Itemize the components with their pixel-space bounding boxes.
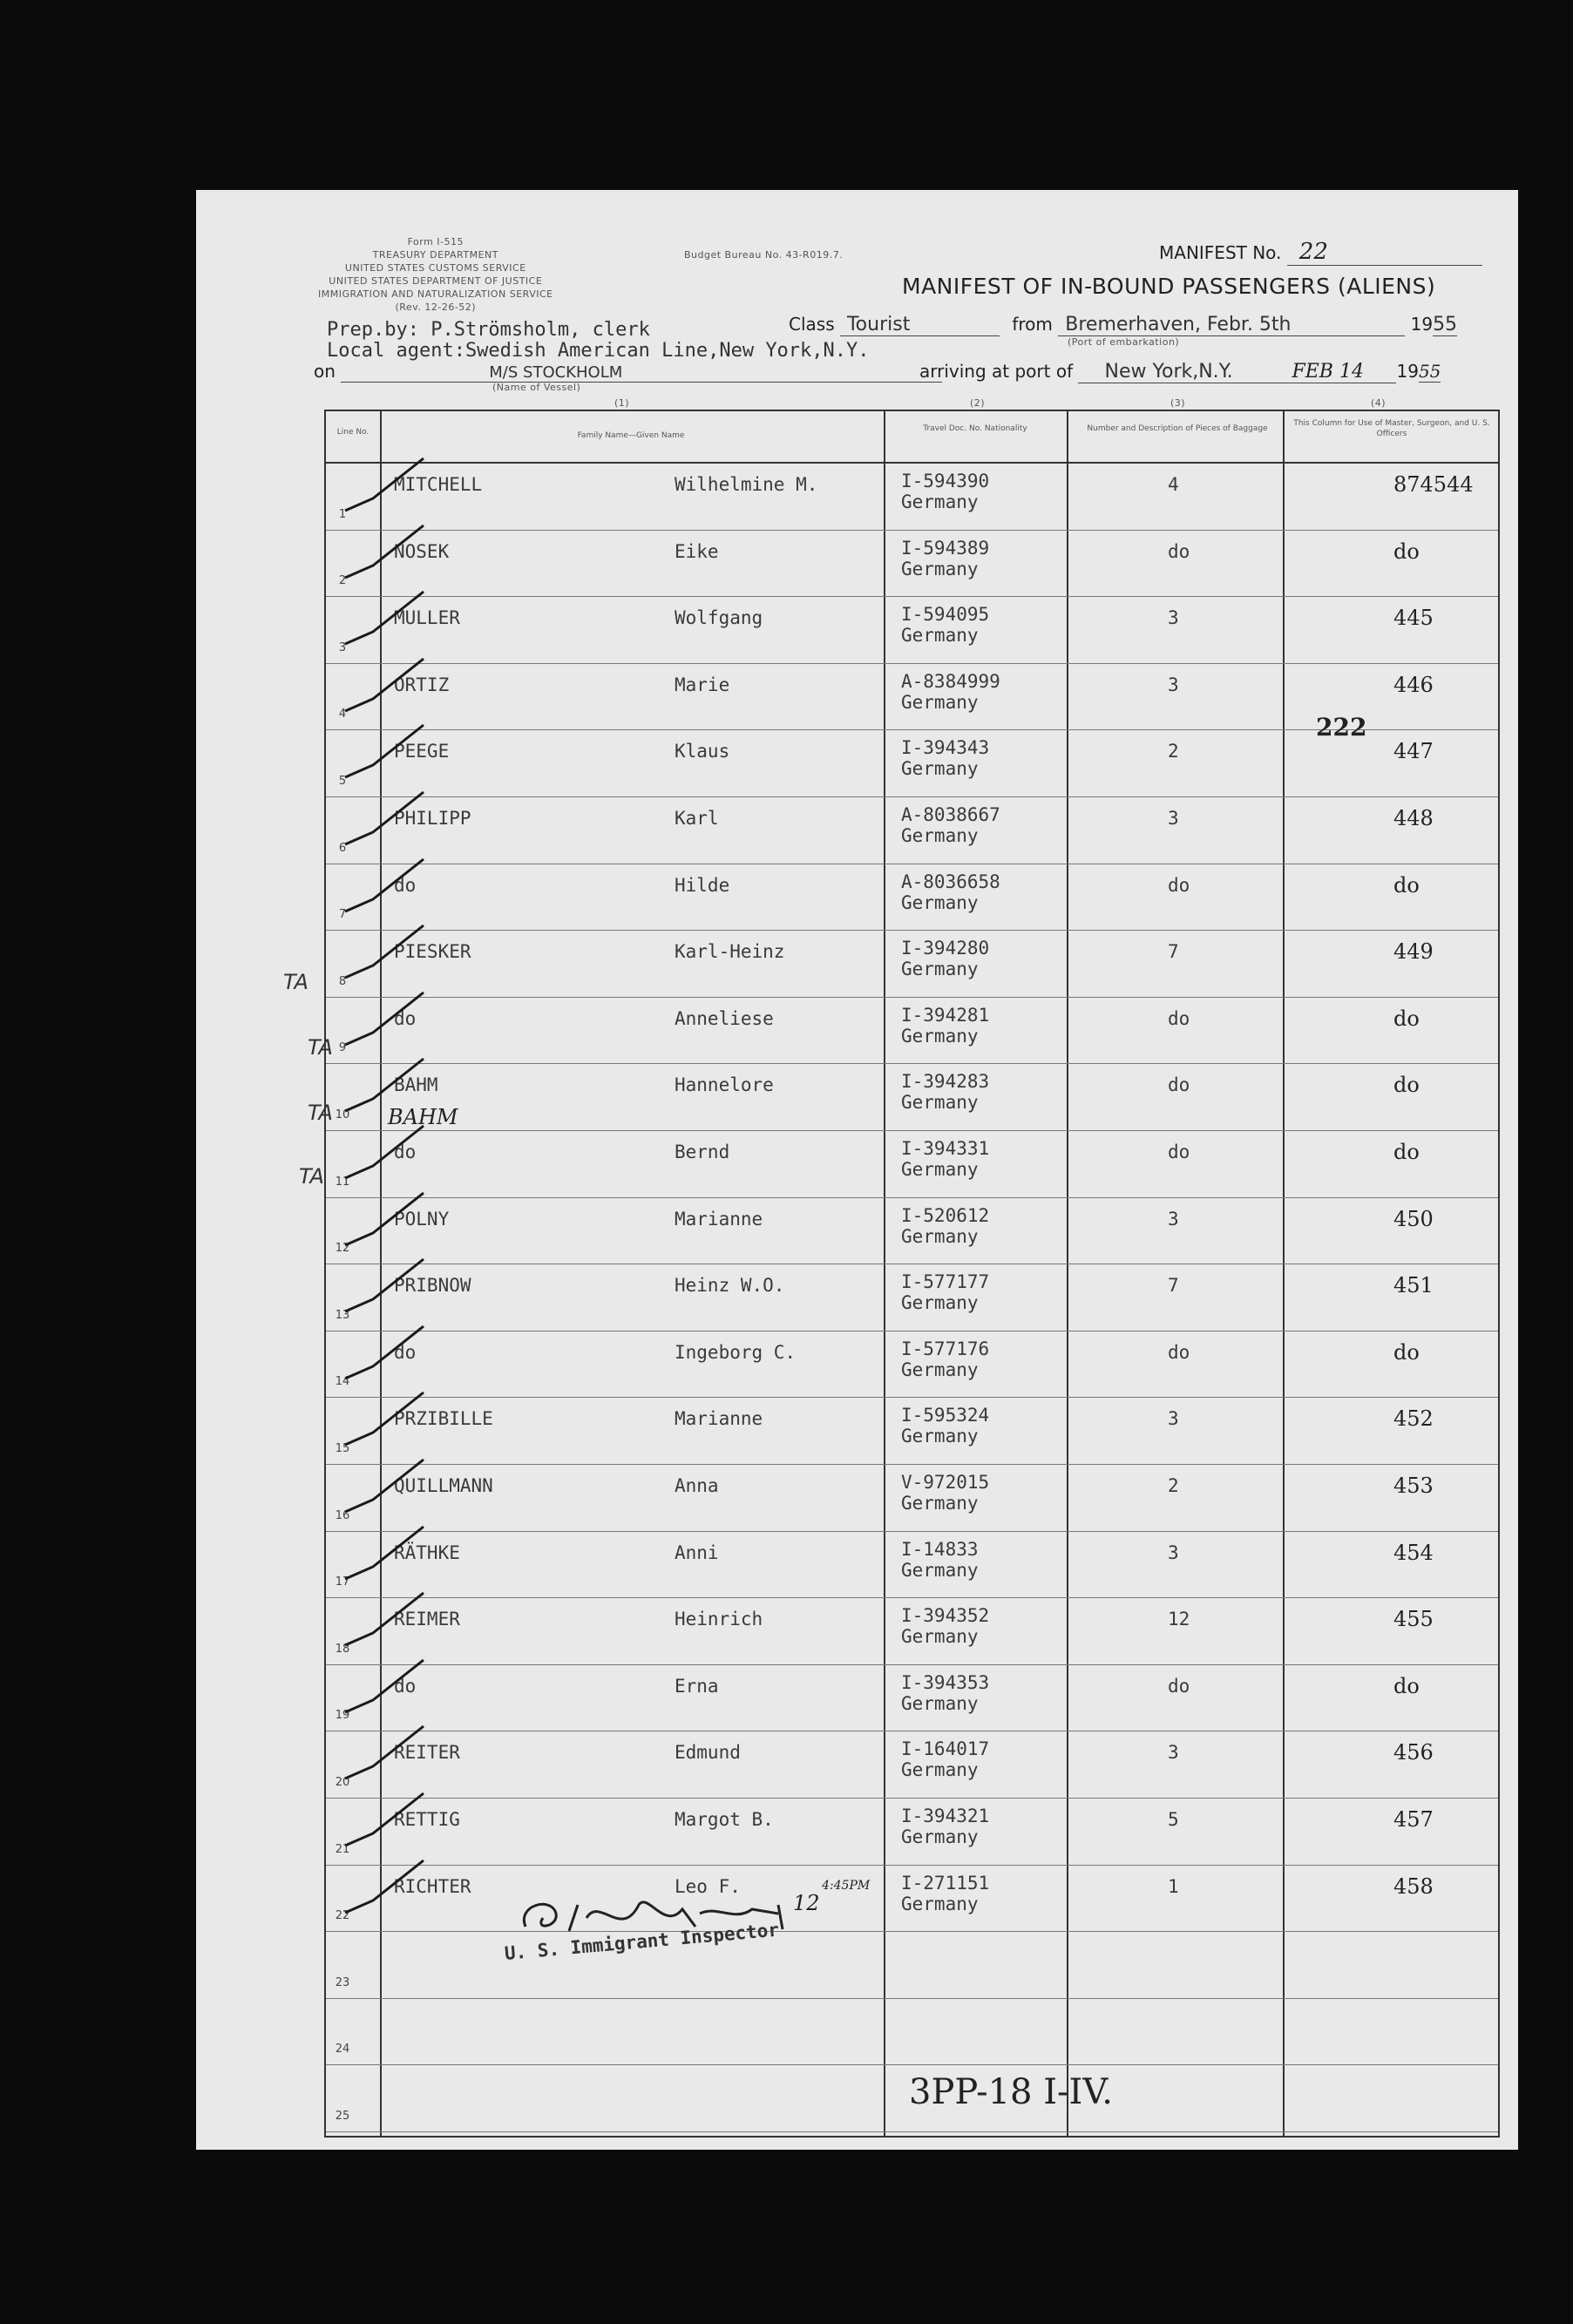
table-row bbox=[326, 1064, 1498, 1131]
given-name: Leo F. bbox=[675, 1875, 741, 1897]
travel-doc-number: I-520612 bbox=[901, 1204, 990, 1226]
family-name: do bbox=[394, 1142, 417, 1162]
prepared-by: Prep.by: P.Strömsholm, clerk bbox=[327, 319, 650, 341]
col-number: (3) bbox=[1170, 397, 1186, 409]
line-number: 25 bbox=[335, 2109, 350, 2123]
baggage-count: 3 bbox=[1168, 1541, 1179, 1563]
nationality: Germany bbox=[901, 758, 979, 780]
line-number: 24 bbox=[335, 2043, 350, 2056]
nationality: Germany bbox=[901, 558, 979, 579]
year-suffix: 55 bbox=[1418, 361, 1441, 382]
given-name: Erna bbox=[675, 1675, 719, 1697]
nationality: Germany bbox=[901, 491, 979, 512]
baggage-count: 3 bbox=[1168, 1208, 1179, 1230]
officer-note: do bbox=[1393, 1339, 1420, 1365]
given-name: Heinz W.O. bbox=[675, 1275, 785, 1297]
line-number: 18 bbox=[335, 1642, 350, 1656]
table-row bbox=[326, 1731, 1498, 1799]
officer-note: 456 bbox=[1393, 1740, 1434, 1765]
line-number: 1 bbox=[338, 507, 347, 521]
table-row bbox=[326, 1665, 1498, 1732]
officer-note: 452 bbox=[1393, 1406, 1434, 1432]
nationality: Germany bbox=[901, 891, 979, 913]
form-line: UNITED STATES CUSTOMS SERVICE bbox=[344, 262, 526, 274]
family-name: do bbox=[394, 1675, 417, 1697]
line-number: 16 bbox=[335, 1508, 350, 1522]
col-number: (2) bbox=[970, 397, 986, 409]
signature-day: 12 bbox=[793, 1891, 820, 1915]
line-number: 17 bbox=[335, 1575, 350, 1589]
vessel-name: M/S STOCKHOLM bbox=[341, 363, 942, 383]
travel-doc-number: I-594390 bbox=[901, 471, 990, 491]
nationality: Germany bbox=[901, 1092, 979, 1114]
travel-doc-number: I-394353 bbox=[901, 1671, 990, 1693]
family-name: do bbox=[394, 1341, 417, 1363]
officer-note: 446 bbox=[1393, 672, 1434, 697]
line-number: 3 bbox=[338, 640, 347, 654]
baggage-count: 12 bbox=[1168, 1609, 1190, 1630]
manifest-label-text: MANIFEST No. bbox=[1159, 242, 1282, 263]
family-name: do bbox=[394, 1007, 417, 1029]
given-name: Bernd bbox=[675, 1142, 730, 1162]
officer-note: do bbox=[1393, 1140, 1420, 1164]
header-name: Family Name—Given Name bbox=[577, 431, 685, 440]
given-name: Marianne bbox=[675, 1208, 763, 1230]
table-row bbox=[326, 1131, 1498, 1198]
line-number: 13 bbox=[335, 1308, 350, 1322]
class-label: Class bbox=[789, 314, 835, 335]
nationality: Germany bbox=[901, 959, 979, 980]
given-name: Margot B. bbox=[675, 1809, 774, 1830]
given-name: Hannelore bbox=[675, 1074, 774, 1096]
given-name: Eike bbox=[675, 540, 719, 562]
from-label: from bbox=[1012, 314, 1053, 335]
nationality: Germany bbox=[901, 1893, 979, 1914]
line-number: 2 bbox=[338, 574, 347, 588]
nationality: Germany bbox=[901, 625, 979, 647]
travel-doc-number: A-8036658 bbox=[901, 871, 1000, 892]
table-row bbox=[326, 1264, 1498, 1331]
table-row bbox=[326, 531, 1498, 598]
nationality: Germany bbox=[901, 825, 979, 846]
line-number: 8 bbox=[338, 974, 347, 988]
annotation-ta: TA bbox=[308, 1035, 333, 1060]
passenger-table bbox=[324, 410, 1500, 2138]
annotation-ta: TA bbox=[283, 970, 308, 994]
baggage-count: do bbox=[1168, 1007, 1190, 1029]
travel-doc-number: I-394321 bbox=[901, 1806, 990, 1826]
baggage-count: 2 bbox=[1168, 1475, 1179, 1496]
page-title: MANIFEST OF IN-BOUND PASSENGERS (ALIENS) bbox=[902, 274, 1436, 299]
form-line: UNITED STATES DEPARTMENT OF JUSTICE bbox=[329, 275, 543, 287]
travel-doc-number: A-8384999 bbox=[901, 670, 1000, 692]
given-name: Ingeborg C. bbox=[675, 1341, 797, 1363]
officer-note: 454 bbox=[1393, 1540, 1434, 1565]
vessel-caption: (Name of Vessel) bbox=[492, 382, 581, 393]
table-row bbox=[326, 864, 1498, 932]
baggage-count: 5 bbox=[1168, 1809, 1179, 1830]
class-field bbox=[789, 314, 1457, 336]
travel-doc-number: I-595324 bbox=[901, 1405, 990, 1426]
baggage-count: do bbox=[1168, 1675, 1190, 1697]
travel-doc-number: I-394352 bbox=[901, 1605, 990, 1627]
travel-doc-number: I-271151 bbox=[901, 1872, 990, 1894]
officer-note: 453 bbox=[1393, 1474, 1434, 1498]
manifest-label bbox=[1159, 239, 1482, 266]
arriving-label: arriving at port of bbox=[919, 361, 1074, 382]
given-name: Klaus bbox=[675, 741, 730, 762]
arrival-port: New York,N.Y. bbox=[1078, 361, 1292, 383]
line-number: 21 bbox=[335, 1842, 350, 1856]
family-name: do bbox=[394, 874, 417, 896]
travel-doc-number: I-164017 bbox=[901, 1738, 990, 1760]
officer-note: 874544 bbox=[1393, 472, 1474, 497]
family-name: ORTIZ bbox=[394, 674, 450, 695]
travel-doc-number: I-394281 bbox=[901, 1004, 990, 1026]
col-number: (1) bbox=[614, 397, 630, 409]
table-row bbox=[326, 1999, 1498, 2066]
travel-doc-number: I-577177 bbox=[901, 1271, 990, 1293]
nationality: Germany bbox=[901, 1159, 979, 1180]
nationality: Germany bbox=[901, 1692, 979, 1714]
travel-doc-number: I-394283 bbox=[901, 1071, 990, 1093]
header-travel-doc: Travel Doc. No. Nationality bbox=[923, 424, 1027, 433]
officer-note: do bbox=[1393, 539, 1420, 564]
col-number: (4) bbox=[1371, 397, 1387, 409]
officer-note: do bbox=[1393, 872, 1420, 898]
family-name: NOSEK bbox=[394, 540, 450, 562]
nationality: Germany bbox=[901, 691, 979, 713]
embark-caption: (Port of embarkation) bbox=[1068, 336, 1180, 348]
officer-note: 445 bbox=[1393, 606, 1434, 631]
nationality: Germany bbox=[901, 1626, 979, 1648]
check-mark bbox=[338, 1859, 434, 1937]
form-block bbox=[318, 235, 553, 314]
given-name: Anni bbox=[675, 1541, 719, 1563]
baggage-count: do bbox=[1168, 874, 1190, 896]
officer-note: 449 bbox=[1393, 939, 1434, 965]
nationality: Germany bbox=[901, 1426, 979, 1447]
line-number: 23 bbox=[335, 1975, 350, 1989]
form-line: Form I-515 bbox=[407, 236, 464, 247]
given-name: Hilde bbox=[675, 874, 730, 896]
officer-note: do bbox=[1393, 1073, 1420, 1098]
travel-doc-number: I-394280 bbox=[901, 938, 990, 959]
manifest-number: 22 bbox=[1287, 239, 1482, 266]
nationality: Germany bbox=[901, 1826, 979, 1847]
family-name: RICHTER bbox=[394, 1875, 471, 1897]
family-name: BAHM bbox=[394, 1074, 438, 1096]
nationality: Germany bbox=[901, 1225, 979, 1247]
baggage-count: 3 bbox=[1168, 674, 1179, 695]
inspector-caption: U. S. Immigrant Inspector bbox=[503, 1919, 780, 1964]
header-line-no: Line No. bbox=[336, 428, 370, 437]
baggage-count: 7 bbox=[1168, 941, 1179, 963]
table-row bbox=[326, 998, 1498, 1065]
from-value: Bremerhaven, Febr. 5th bbox=[1058, 314, 1405, 336]
officer-note: do bbox=[1393, 1006, 1420, 1031]
given-name: Wolfgang bbox=[675, 607, 763, 629]
baggage-count: 3 bbox=[1168, 1408, 1179, 1430]
nationality: Germany bbox=[901, 1358, 979, 1380]
travel-doc-number: A-8038667 bbox=[901, 804, 1000, 825]
year-prefix: 19 bbox=[1396, 361, 1419, 382]
travel-doc-number: I-594389 bbox=[901, 537, 990, 559]
family-name: REIMER bbox=[394, 1609, 460, 1630]
family-name: POLNY bbox=[394, 1208, 450, 1230]
table-row bbox=[326, 1198, 1498, 1265]
line-number: 5 bbox=[338, 774, 347, 788]
baggage-count: 4 bbox=[1168, 474, 1179, 495]
line-number: 9 bbox=[338, 1041, 347, 1055]
table-row bbox=[326, 597, 1498, 664]
header-officers: This Column for Use of Master, Surgeon, and U. S. Officers bbox=[1293, 419, 1490, 438]
family-name: QUILLMANN bbox=[394, 1475, 493, 1496]
table-row bbox=[326, 931, 1498, 998]
family-name: PRZIBILLE bbox=[394, 1408, 493, 1430]
baggage-count: 3 bbox=[1168, 808, 1179, 829]
on-label: on bbox=[314, 361, 336, 382]
form-line: IMMIGRATION AND NATURALIZATION SERVICE bbox=[318, 288, 553, 300]
line-number: 12 bbox=[335, 1242, 350, 1256]
annotation-ta: TA bbox=[299, 1164, 324, 1189]
given-name: Karl bbox=[675, 808, 719, 829]
nationality: Germany bbox=[901, 1025, 979, 1047]
nationality: Germany bbox=[901, 1559, 979, 1581]
table-row bbox=[326, 1398, 1498, 1465]
line-number: 10 bbox=[335, 1108, 350, 1121]
officer-note: 450 bbox=[1393, 1206, 1434, 1231]
baggage-count: do bbox=[1168, 1341, 1190, 1363]
line-number: 4 bbox=[338, 708, 347, 722]
line-number: 6 bbox=[338, 841, 347, 855]
bottom-annotation: 3PP-18 I-IV. bbox=[909, 2072, 1113, 2112]
baggage-count: 2 bbox=[1168, 741, 1179, 762]
line-number: 7 bbox=[338, 908, 347, 922]
family-name: PRIBNOW bbox=[394, 1275, 471, 1297]
table-row bbox=[326, 797, 1498, 864]
family-name: PIESKER bbox=[394, 941, 471, 963]
given-name: Edmund bbox=[675, 1742, 741, 1764]
budget-note: Budget Bureau No. 43-R019.7. bbox=[684, 249, 844, 261]
officer-note: 458 bbox=[1393, 1873, 1434, 1899]
officer-note: 447 bbox=[1393, 739, 1434, 764]
arrival-date: FEB 14 bbox=[1292, 361, 1396, 383]
baggage-count: 3 bbox=[1168, 1742, 1179, 1764]
line-number: 22 bbox=[335, 1909, 350, 1923]
table-row bbox=[326, 1799, 1498, 1866]
form-line: TREASURY DEPARTMENT bbox=[372, 249, 498, 261]
baggage-count: 1 bbox=[1168, 1875, 1179, 1897]
table-row bbox=[326, 1331, 1498, 1399]
family-name: MULLER bbox=[394, 607, 460, 629]
baggage-count: 3 bbox=[1168, 607, 1179, 629]
table-row bbox=[326, 1598, 1498, 1665]
officer-note: 457 bbox=[1393, 1807, 1434, 1832]
baggage-count: do bbox=[1168, 1142, 1190, 1162]
given-name: Wilhelmine M. bbox=[675, 474, 818, 495]
family-name: MITCHELL bbox=[394, 474, 483, 495]
family-name: PEEGE bbox=[394, 741, 450, 762]
travel-doc-number: I-14833 bbox=[901, 1538, 979, 1560]
given-name: Heinrich bbox=[675, 1609, 763, 1630]
baggage-count: do bbox=[1168, 1074, 1190, 1096]
line-number: 15 bbox=[335, 1441, 350, 1455]
table-row bbox=[326, 1932, 1498, 1999]
line-number: 14 bbox=[335, 1375, 350, 1389]
header-baggage: Number and Description of Pieces of Baggage bbox=[1087, 424, 1268, 433]
travel-doc-number: I-577176 bbox=[901, 1338, 990, 1359]
year-suffix: 55 bbox=[1433, 314, 1458, 335]
officer-note: 455 bbox=[1393, 1607, 1434, 1632]
given-name: Marianne bbox=[675, 1408, 763, 1430]
travel-doc-number: I-594095 bbox=[901, 604, 990, 626]
baggage-count: do bbox=[1168, 540, 1190, 562]
nationality: Germany bbox=[901, 1759, 979, 1781]
table-row bbox=[326, 1866, 1498, 1933]
line-number: 20 bbox=[335, 1775, 350, 1789]
given-name: Marie bbox=[675, 674, 730, 695]
given-name: Karl-Heinz bbox=[675, 941, 785, 963]
signature-time: 4:45PM bbox=[822, 1879, 871, 1893]
table-row bbox=[326, 464, 1498, 531]
officer-note: 448 bbox=[1393, 806, 1434, 830]
line-number: 19 bbox=[335, 1709, 350, 1723]
given-name: Anneliese bbox=[675, 1007, 774, 1029]
travel-doc-number: I-394331 bbox=[901, 1138, 990, 1159]
annotation-bahm: BAHM bbox=[388, 1105, 458, 1129]
class-value: Tourist bbox=[840, 314, 1000, 336]
officer-note: 451 bbox=[1393, 1273, 1434, 1298]
arrival-field bbox=[919, 361, 1441, 383]
travel-doc-number: I-394343 bbox=[901, 737, 990, 759]
year-prefix: 19 bbox=[1410, 314, 1434, 335]
manifest-sheet bbox=[196, 190, 1518, 2150]
row-divider bbox=[326, 2131, 1498, 2132]
family-name: PHILIPP bbox=[394, 808, 471, 829]
given-name: Anna bbox=[675, 1475, 719, 1496]
nationality: Germany bbox=[901, 1292, 979, 1314]
table-row bbox=[326, 1465, 1498, 1532]
table-row bbox=[326, 1532, 1498, 1599]
annotation-ta: TA bbox=[308, 1101, 333, 1125]
annotation-222: 222 bbox=[1316, 713, 1367, 742]
nationality: Germany bbox=[901, 1493, 979, 1514]
family-name: RETTIG bbox=[394, 1809, 460, 1830]
vessel-field bbox=[314, 361, 942, 383]
baggage-count: 7 bbox=[1168, 1275, 1179, 1297]
travel-doc-number: V-972015 bbox=[901, 1472, 990, 1493]
family-name: RÄTHKE bbox=[394, 1541, 460, 1563]
officer-note: do bbox=[1393, 1673, 1420, 1698]
line-number: 11 bbox=[335, 1175, 350, 1189]
form-line: (Rev. 12-26-52) bbox=[395, 302, 477, 313]
family-name: REITER bbox=[394, 1742, 460, 1764]
local-agent: Local agent:Swedish American Line,New York,N.Y. bbox=[327, 340, 870, 362]
